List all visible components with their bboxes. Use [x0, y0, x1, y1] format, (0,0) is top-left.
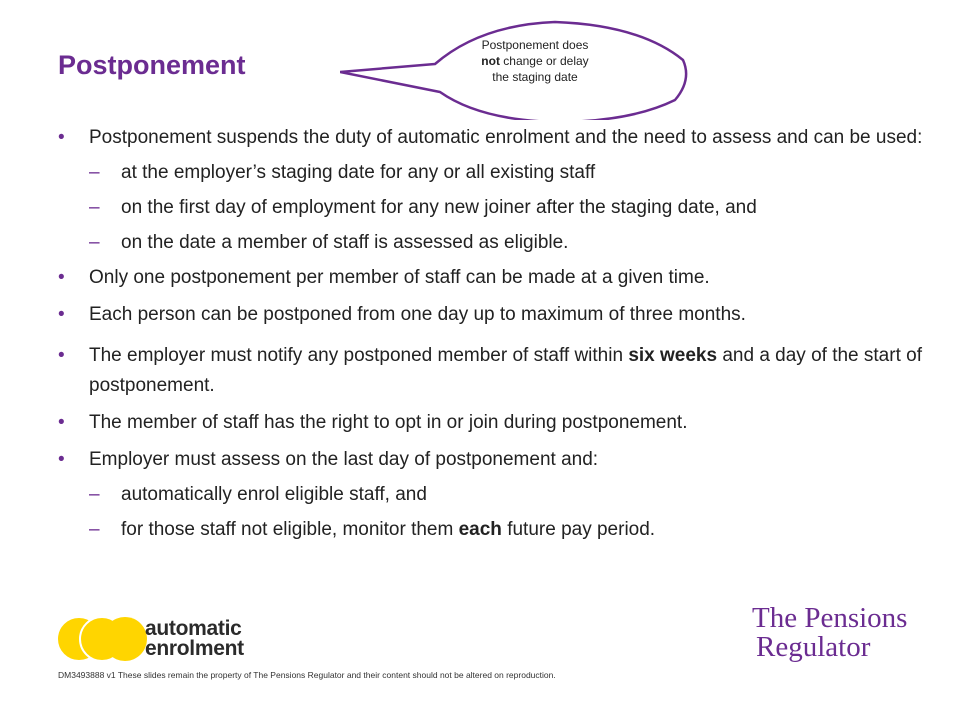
sub-item-text-pre: for those staff not eligible, monitor them — [121, 519, 459, 540]
dash-marker: – — [89, 162, 100, 183]
sub-item-1 — [58, 159, 938, 186]
sub-item-5 — [58, 516, 938, 543]
bullet-item-2 — [58, 264, 938, 291]
bullet-marker: • — [58, 345, 65, 366]
dash-marker: – — [89, 484, 100, 505]
tpr-logo-line-1: The Pensions — [752, 602, 908, 634]
bullet-text: The member of staff has the right to opt in or join during postponement. — [89, 412, 688, 433]
bullet-item-6 — [58, 446, 938, 473]
sub-item-text-post: future pay period. — [501, 519, 656, 540]
callout-line-1: Postponement does — [481, 38, 589, 52]
dash-marker: – — [89, 519, 100, 540]
pensions-regulator-logo — [752, 604, 907, 662]
callout-bubble — [340, 20, 690, 120]
callout-bold-word: not — [481, 54, 500, 68]
slide-title: Postponement — [58, 50, 246, 80]
sub-item-text: at the employer’s staging date for any or all existing staff — [121, 162, 596, 183]
bullet-text: Employer must assess on the last day of postponement and: — [89, 449, 599, 470]
bullet-item-1 — [58, 124, 938, 151]
ae-logo-line-1: automatic — [145, 617, 242, 640]
sub-item-text: automatically enrol eligible staff, and — [121, 484, 427, 505]
callout-line-2-rest: change or delay — [499, 54, 589, 68]
bullet-item-5 — [58, 409, 938, 436]
bullet-text-pre: The employer must notify any postponed member of staff within — [89, 345, 629, 366]
sub-item-2 — [58, 194, 938, 221]
dash-marker: – — [89, 197, 100, 218]
dash-marker: – — [89, 232, 100, 253]
bullet-marker: • — [58, 412, 65, 433]
bullet-item-4 — [58, 341, 938, 401]
sub-item-4 — [58, 481, 938, 508]
bullet-text-bold: six weeks — [628, 345, 718, 366]
sub-item-text: on the first day of employment for any new joiner after the staging date, and — [121, 197, 757, 218]
bullet-item-3 — [58, 301, 938, 328]
bullet-text: Each person can be postponed from one day up to maximum of three months. — [89, 304, 746, 325]
bullet-list — [58, 124, 938, 543]
bullet-marker: • — [58, 127, 65, 148]
bullet-text: Postponement suspends the duty of automatic enrolment and the need to assess and can be used: — [89, 127, 923, 148]
sub-item-text-bold: each — [458, 519, 502, 540]
tpr-logo-line-2: Regulator — [756, 631, 871, 663]
bullet-marker: • — [58, 304, 65, 325]
automatic-enrolment-logo-text — [145, 619, 244, 659]
bullet-text: Only one postponement per member of staff can be made at a given time. — [89, 267, 710, 288]
bullet-text-post: and a day of the start of postponement. — [89, 345, 922, 396]
callout-line-3: the staging date — [492, 70, 578, 84]
footer-disclaimer: DM3493888 v1 These slides remain the property of The Pensions Regulator and their content should not be altered on reproduction. — [58, 670, 556, 680]
ae-logo-line-2: enrolment — [145, 637, 244, 660]
bullet-marker: • — [58, 449, 65, 470]
sub-item-3 — [58, 229, 938, 256]
callout-text — [460, 37, 610, 85]
sub-item-text: on the date a member of staff is assessed as eligible. — [121, 232, 569, 253]
bullet-marker: • — [58, 267, 65, 288]
callout-line-2 — [460, 53, 610, 69]
